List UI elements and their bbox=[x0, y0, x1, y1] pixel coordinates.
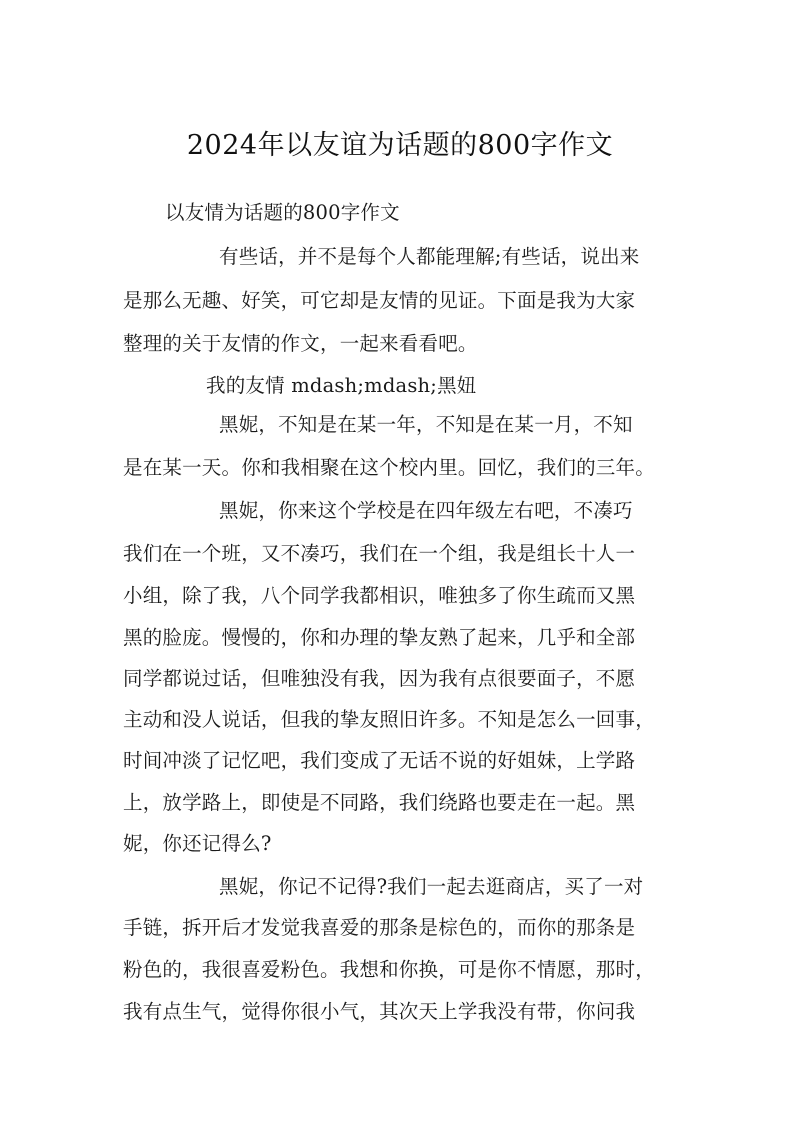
text-line: 我有点生气，觉得你很小气，其次天上学我没有带，你问我 bbox=[123, 1000, 636, 1023]
document-title: 2024年以友谊为话题的800字作文 bbox=[186, 130, 614, 161]
text-line: 黑妮，你记不记得?我们一起去逛商店，买了一对 bbox=[219, 875, 644, 898]
text-line: 小组，除了我，八个同学我都相识，唯独多了你生疏而又黑 bbox=[123, 584, 636, 607]
text-line: 主动和没人说话，但我的挚友照旧许多。不知是怎么一回事， bbox=[123, 708, 655, 731]
text-line: 黑妮，你来这个学校是在四年级左右吧，不凑巧 bbox=[219, 499, 633, 522]
text-line: 上，放学路上，即使是不同路，我们绕路也要走在一起。黑 bbox=[123, 791, 636, 814]
text-line: 粉色的，我很喜爱粉色。我想和你换，可是你不情愿，那时， bbox=[123, 958, 655, 981]
text-line: 黑的脸庞。慢慢的，你和办理的挚友熟了起来，几乎和全部 bbox=[123, 626, 636, 649]
text-line: 妮，你还记得么? bbox=[123, 832, 272, 855]
text-line: 以友情为话题的800字作文 bbox=[165, 201, 400, 224]
text-line: 黑妮，不知是在某一年，不知是在某一月，不知 bbox=[219, 413, 633, 436]
text-line: 是那么无趣、好笑，可它却是友情的见证。下面是我为大家 bbox=[123, 289, 636, 312]
text-line: 手链，拆开后才发觉我喜爱的那条是棕色的，而你的那条是 bbox=[123, 916, 636, 939]
text-line: 整理的关于友情的作文，一起来看看吧。 bbox=[123, 332, 478, 355]
text-line: 我们在一个班，又不凑巧，我们在一个组，我是组长十人一 bbox=[123, 542, 636, 565]
text-line: 同学都说过话，但唯独没有我，因为我有点很要面子，不愿 bbox=[123, 667, 636, 690]
text-line: 时间冲淡了记忆吧，我们变成了无话不说的好姐妹，上学路 bbox=[123, 749, 636, 772]
text-line: 有些话，并不是每个人都能理解;有些话，说出来 bbox=[219, 245, 640, 268]
text-line: 我的友情 mdash;mdash;黑妞 bbox=[206, 374, 477, 397]
text-line: 是在某一天。你和我相聚在这个校内里。回忆，我们的三年。 bbox=[123, 456, 655, 479]
